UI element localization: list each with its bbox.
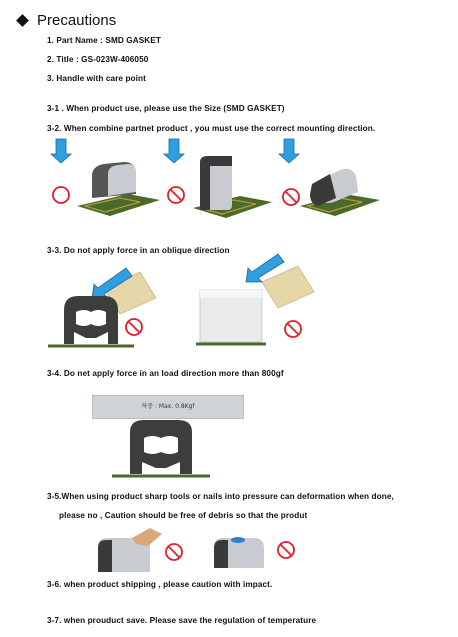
part-name-line: 1. Part Name : SMD GASKET: [47, 36, 161, 45]
down-arrow-icon: [164, 139, 184, 163]
ok-circle-icon: [53, 187, 69, 203]
gasket-hole: [76, 310, 106, 326]
title-line: 2. Title : GS-023W-406050: [47, 55, 149, 64]
load-label-box: [92, 395, 244, 419]
sharp-tool-right-group: [214, 537, 294, 568]
section-3-3-text: 3-3. Do not apply force in an oblique direction: [47, 246, 230, 255]
section-3-4-text: 3-4. Do net apply force in an load direction more than 800gf: [47, 369, 284, 378]
sharp-tool-left-group: [98, 528, 182, 572]
gasket-face: [108, 164, 136, 196]
oblique-force-side-group: [196, 254, 314, 344]
section-3-1-text: 3-1 . When product use, please use the Size (SMD GASKET): [47, 104, 285, 113]
handle-line: 3. Handle with care point: [47, 74, 146, 83]
finger-tool: [132, 528, 162, 546]
correct-mount-group: [51, 139, 160, 216]
section-3-2-text: 3-2. When combine partnet product , you must use the correct mounting direction.: [47, 124, 376, 133]
section-3-5-text-line1: 3-5.When using product sharp tools or nails into pressure can deformation when done,: [47, 492, 394, 501]
gasket-side: [214, 540, 228, 568]
prohibit-icon: [166, 544, 182, 560]
prohibit-icon: [278, 542, 294, 558]
wrong-mount-upright-group: [164, 139, 272, 218]
prohibit-icon: [168, 187, 184, 203]
gasket-side-top: [200, 290, 262, 298]
mounting-direction-figure: [0, 136, 458, 236]
oblique-force-profile-group: [48, 268, 156, 346]
debris-mark: [231, 537, 245, 543]
prohibit-icon: [126, 319, 142, 335]
page-title-text: Precautions: [37, 12, 117, 29]
load-direction-figure: [0, 418, 458, 480]
page-title: [18, 12, 116, 29]
gasket-hole: [144, 436, 178, 454]
prohibit-icon: [285, 321, 301, 337]
down-arrow-icon: [279, 139, 299, 163]
prohibit-icon: [283, 189, 299, 205]
wrong-mount-sideways-group: [279, 139, 380, 216]
section-3-6-text: 3-6. when product shipping , please caution with impact.: [47, 580, 273, 589]
gasket-side: [98, 540, 112, 572]
down-arrow-icon: [51, 139, 71, 163]
oblique-force-figure: [0, 258, 458, 358]
diamond-bullet-icon: [16, 14, 29, 27]
section-3-5-text-line2: please no , Caution should be free of debris so that the produt: [59, 511, 308, 520]
load-label-text: 하중 : Max. 0.8Kgf: [141, 403, 195, 410]
sharp-tool-figure: [0, 524, 458, 576]
section-3-7-text: 3-7. when prouduct save. Please save the regulation of temperature: [47, 616, 317, 625]
cardboard-tool: [262, 266, 314, 308]
